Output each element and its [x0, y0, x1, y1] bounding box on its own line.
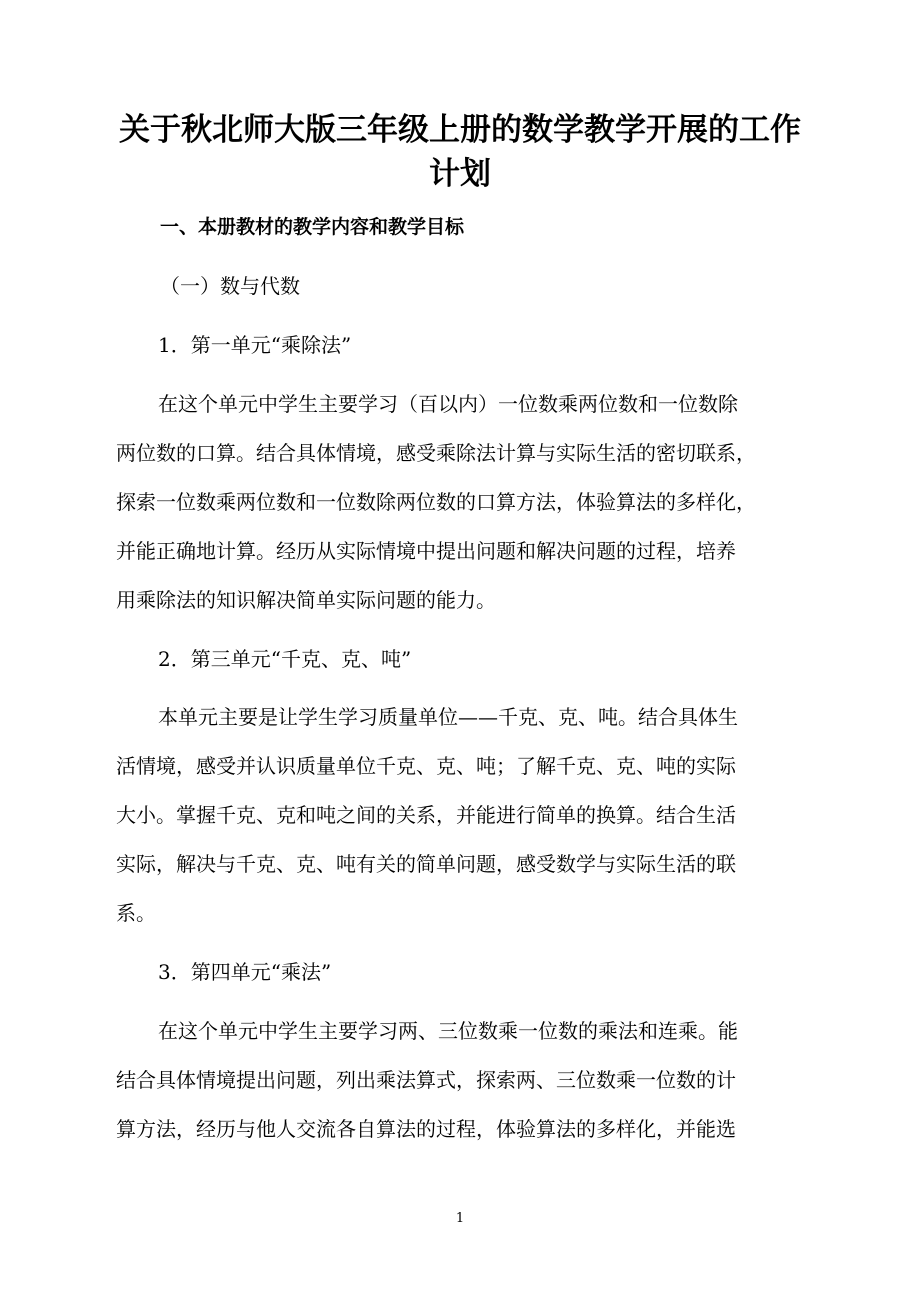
unit4-heading: 3．第四单元“乘法” — [158, 960, 332, 984]
paragraph-line: 大小。掌握千克、克和吨之间的关系，并能进行简单的换算。结合生活 — [116, 803, 736, 827]
paragraph-line: 两位数的口算。结合具体情境，感受乘除法计算与实际生活的密切联系， — [116, 441, 756, 465]
paragraph-line: 在这个单元中学生主要学习（百以内）一位数乘两位数和一位数除 — [158, 392, 738, 416]
page-number: 1 — [455, 1211, 465, 1226]
paragraph-line: 探索一位数乘两位数和一位数除两位数的口算方法，体验算法的多样化， — [116, 490, 756, 514]
paragraph-line: 结合具体情境提出问题，列出乘法算式，探索两、三位数乘一位数的计 — [116, 1068, 736, 1092]
title-line-2: 计划 — [429, 156, 491, 192]
paragraph-line: 本单元主要是让学生学习质量单位——千克、克、吨。结合具体生 — [158, 705, 738, 729]
paragraph-line: 实际，解决与千克、克、吨有关的简单问题，感受数学与实际生活的联 — [116, 852, 736, 876]
paragraph-line: 并能正确地计算。经历从实际情境中提出问题和解决问题的过程，培养 — [116, 539, 736, 563]
subsection-heading: （一）数与代数 — [160, 274, 300, 298]
section-heading: 一、本册教材的教学内容和教学目标 — [160, 216, 465, 238]
paragraph-line: 系。 — [116, 901, 156, 925]
paragraph-line: 活情境，感受并认识质量单位千克、克、吨；了解千克、克、吨的实际 — [116, 754, 736, 778]
unit1-heading: 1．第一单元“乘除法” — [158, 333, 352, 357]
paragraph-line: 算方法，经历与他人交流各自算法的过程，体验算法的多样化，并能选 — [116, 1117, 736, 1141]
paragraph-line: 用乘除法的知识解决简单实际问题的能力。 — [116, 588, 496, 612]
unit3-heading: 2．第三单元“千克、克、吨” — [158, 647, 412, 671]
document-title — [110, 108, 810, 196]
title-line-1: 关于秋北师大版三年级上册的数学教学开展的工作 — [119, 112, 801, 148]
paragraph-line: 在这个单元中学生主要学习两、三位数乘一位数的乘法和连乘。能 — [158, 1019, 738, 1043]
